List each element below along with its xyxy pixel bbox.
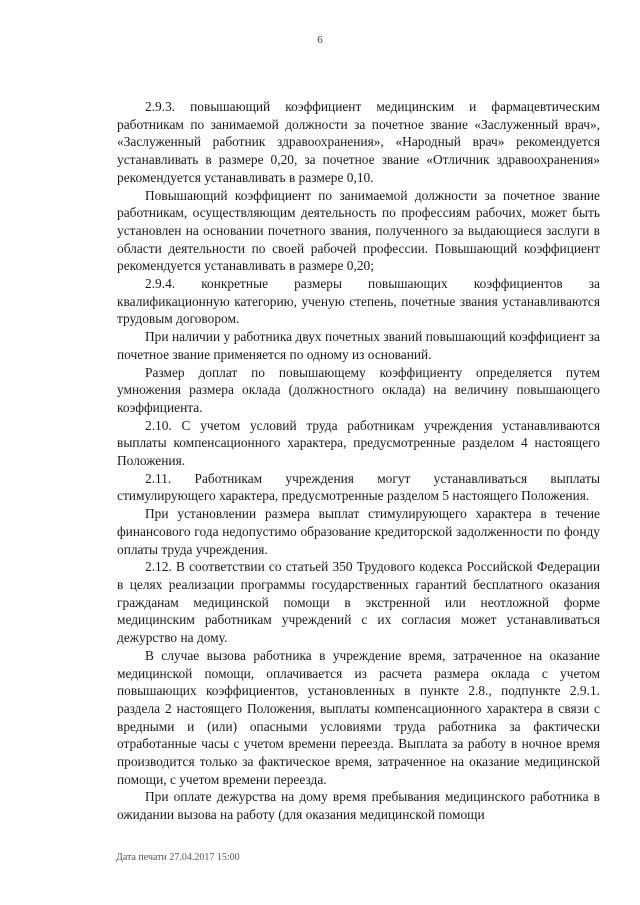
paragraph-stimulating-payments: При установлении размера выплат стимулирующего характера в течение финансового года недопустимо образование кредиторской задолженности по фонду оплаты труда учреждения. [117, 506, 600, 557]
document-body [117, 98, 600, 824]
paragraph-two-titles: При наличии у работника двух почетных званий повышающий коэффициент за почетное звание применяется по одному из оснований. [117, 329, 600, 362]
paragraph-2-11: 2.11. Работникам учреждения могут устанавливаться выплаты стимулирующего характера, предусмотренные разделом 5 настоящего Положения. [117, 470, 600, 504]
paragraph-home-duty-payment: При оплате дежурства на дому время пребывания медицинского работника в ожидании вызова на работу (для оказания медицинской помощи [117, 789, 600, 823]
paragraph-2-10: 2.10. С учетом условий труда работникам учреждения устанавливаются выплаты компенсационного характера, предусмотренные разделом 4 настоящего Положения. [117, 417, 600, 469]
paragraph-honorary-title-workers: Повышающий коэффициент по занимаемой должности за почетное звание работникам, осуществляющим деятельность по профессиям рабочих, может быть установлен на основании почетного звания, полученного за выдающиеся заслуги в области деятельности по своей рабочей профессии. Повышающий коэффициент рекомендуется устанавливать в размере 0,20; [117, 187, 600, 274]
paragraph-2-9-3: 2.9.3. повышающий коэффициент медицинским и фармацевтическим работникам по занимаемой должности за почетное звание «Заслуженный врач», «Заслуженный работник здравоохранения», «Народный врач» рекомендуется устанавливать в размере 0,20, за почетное звание «Отличник здравоохранения» рекомендуется устанавливать в размере 0,10. [117, 99, 600, 185]
paragraph-2-9-4: 2.9.4. конкретные размеры повышающих коэффициентов за квалификационную категорию, ученую степень, почетные звания устанавливаются трудовым договором. [117, 276, 600, 327]
page-number: 6 [317, 34, 323, 46]
paragraph-surcharge-size: Размер доплат по повышающему коэффициенту определяется путем умножения размера оклада (должностного оклада) на величину повышающего коэффициента. [117, 364, 600, 415]
print-date-footer: Дата печати 27.04.2017 15:00 [116, 852, 240, 863]
paragraph-call-to-institution: В случае вызова работника в учреждение время, затраченное на оказание медицинской помощи, оплачивается из расчета размера оклада с учетом повышающих коэффициентов, установленных в пункте 2.8., подпункте 2.9.1. раздела 2 настоящего Положения, выплаты компенсационного характера в связи с вредными и (или) опасными условиями труда работника за фактически отработанные часы с учетом времени переезда. Выплата за работу в ночное время производится только за фактическое время, затраченное на оказание медицинской помощи, с учетом времени переезда. [117, 647, 600, 787]
paragraph-2-12: 2.12. В соответствии со статьей 350 Трудового кодекса Российской Федерации в целях реализации программы государственных гарантий бесплатного оказания гражданам медицинской помощи в экстренной или неотложной форме медицинским работникам учреждений с их согласия может устанавливаться дежурство на дому. [117, 559, 600, 646]
